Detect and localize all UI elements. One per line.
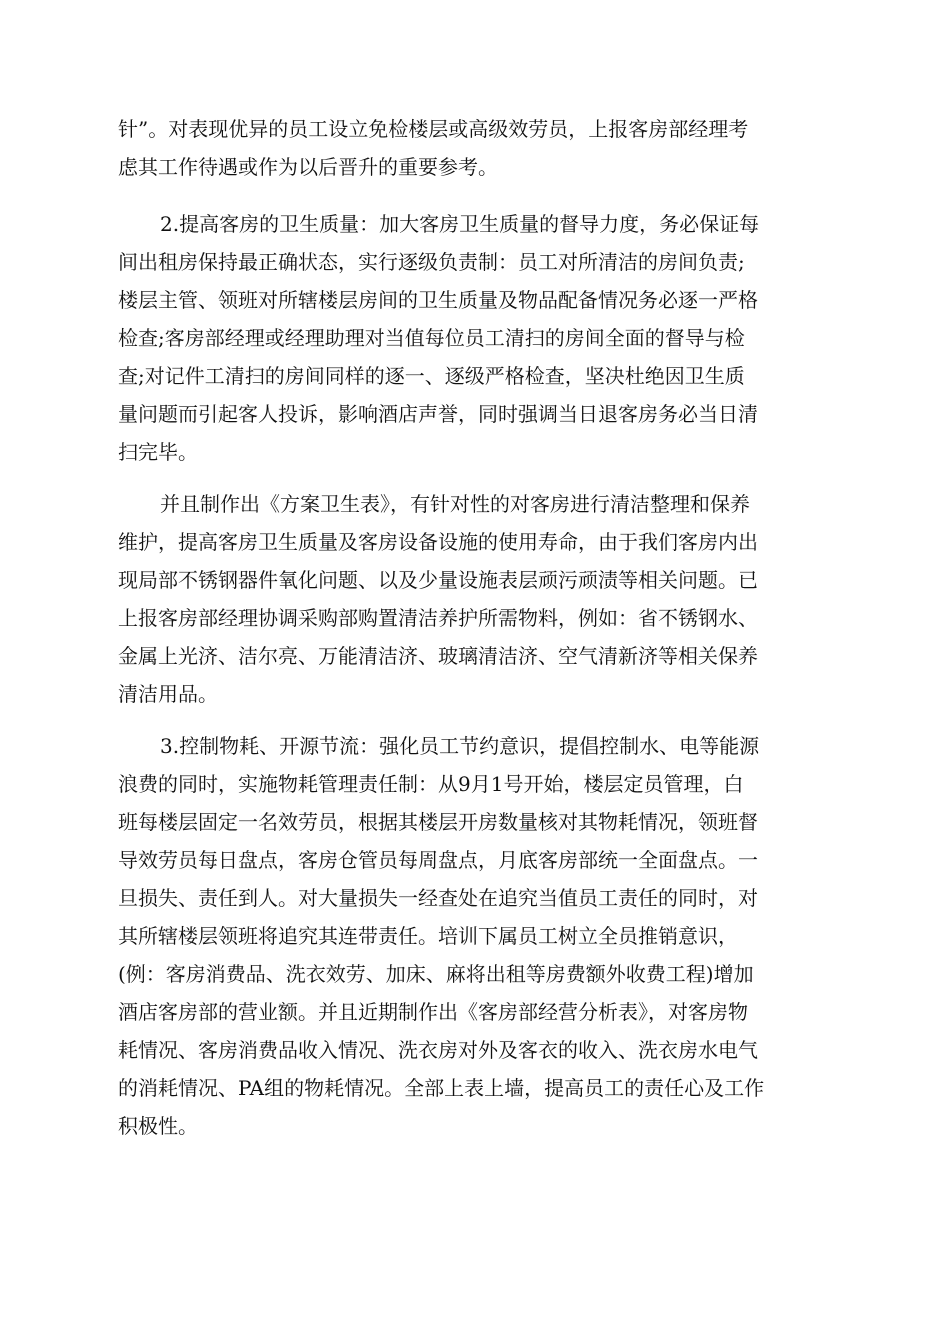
paragraph-line: 导效劳员每日盘点，客房仓管员每周盘点，月底客房部统一全面盘点。一 <box>118 848 758 872</box>
paragraph-line: 耗情况、客房消费品收入情况、洗衣房对外及客衣的收入、洗衣房水电气 <box>118 1038 758 1062</box>
paragraph-4 <box>118 727 834 1145</box>
paragraph-line: 现局部不锈钢器件氧化问题、以及少量设施表层顽污顽渍等相关问题。已 <box>118 568 758 592</box>
paragraph-line: 酒店客房部的营业额。并且近期制作出《客房部经营分析表》，对客房物 <box>118 1000 748 1024</box>
paragraph-line: 上报客房部经理协调采购部购置清洁养护所需物料，例如：省不锈钢水、 <box>118 606 758 630</box>
paragraph-line: 扫完毕。 <box>118 440 198 464</box>
paragraph-line: 2.提高客房的卫生质量：加大客房卫生质量的督导力度，务必保证每 <box>160 212 760 236</box>
paragraph-line: 浪费的同时，实施物耗管理责任制：从9月1号开始，楼层定员管理，白 <box>118 772 744 796</box>
paragraph-1 <box>118 110 834 186</box>
paragraph-line: 积极性。 <box>118 1114 198 1138</box>
paragraph-line: 楼层主管、领班对所辖楼层房间的卫生质量及物品配备情况务必逐一严格 <box>118 288 758 312</box>
paragraph-line: 虑其工作待遇或作为以后晋升的重要参考。 <box>118 155 498 179</box>
paragraph-line: 班每楼层固定一名效劳员，根据其楼层开房数量核对其物耗情况，领班督 <box>118 810 758 834</box>
paragraph-3 <box>118 485 834 713</box>
paragraph-line: 检查;客房部经理或经理助理对当值每位员工清扫的房间全面的督导与检 <box>118 326 745 350</box>
paragraph-2 <box>118 205 834 471</box>
paragraph-line: 3.控制物耗、开源节流：强化员工节约意识，提倡控制水、电等能源 <box>160 734 760 758</box>
paragraph-line: (例：客房消费品、洗衣效劳、加床、麻将出租等房费额外收费工程)增加 <box>118 962 754 986</box>
paragraph-line: 维护，提高客房卫生质量及客房设备设施的使用寿命，由于我们客房内出 <box>118 530 758 554</box>
paragraph-line: 其所辖楼层领班将追究其连带责任。培训下属员工树立全员推销意识， <box>118 924 738 948</box>
paragraph-line: 查;对记件工清扫的房间同样的逐一、逐级严格检查，坚决杜绝因卫生质 <box>118 364 745 388</box>
paragraph-line: 量问题而引起客人投诉，影响酒店声誉，同时强调当日退客房务必当日清 <box>118 402 758 426</box>
paragraph-line: 金属上光济、洁尔亮、万能清洁济、玻璃清洁济、空气清新济等相关保养 <box>118 644 758 668</box>
paragraph-line: 的消耗情况、PA组的物耗情况。全部上表上墙，提高员工的责任心及工作 <box>118 1076 765 1100</box>
paragraph-line: 针”。对表现优异的员工设立免检楼层或高级效劳员，上报客房部经理考 <box>118 117 749 141</box>
paragraph-line: 间出租房保持最正确状态，实行逐级负责制：员工对所清洁的房间负责; <box>118 250 745 274</box>
paragraph-line: 旦损失、责任到人。对大量损失一经查处在追究当值员工责任的同时，对 <box>118 886 758 910</box>
paragraph-line: 并且制作出《方案卫生表》，有针对性的对客房进行清洁整理和保养 <box>160 492 750 516</box>
paragraph-line: 清洁用品。 <box>118 682 218 706</box>
